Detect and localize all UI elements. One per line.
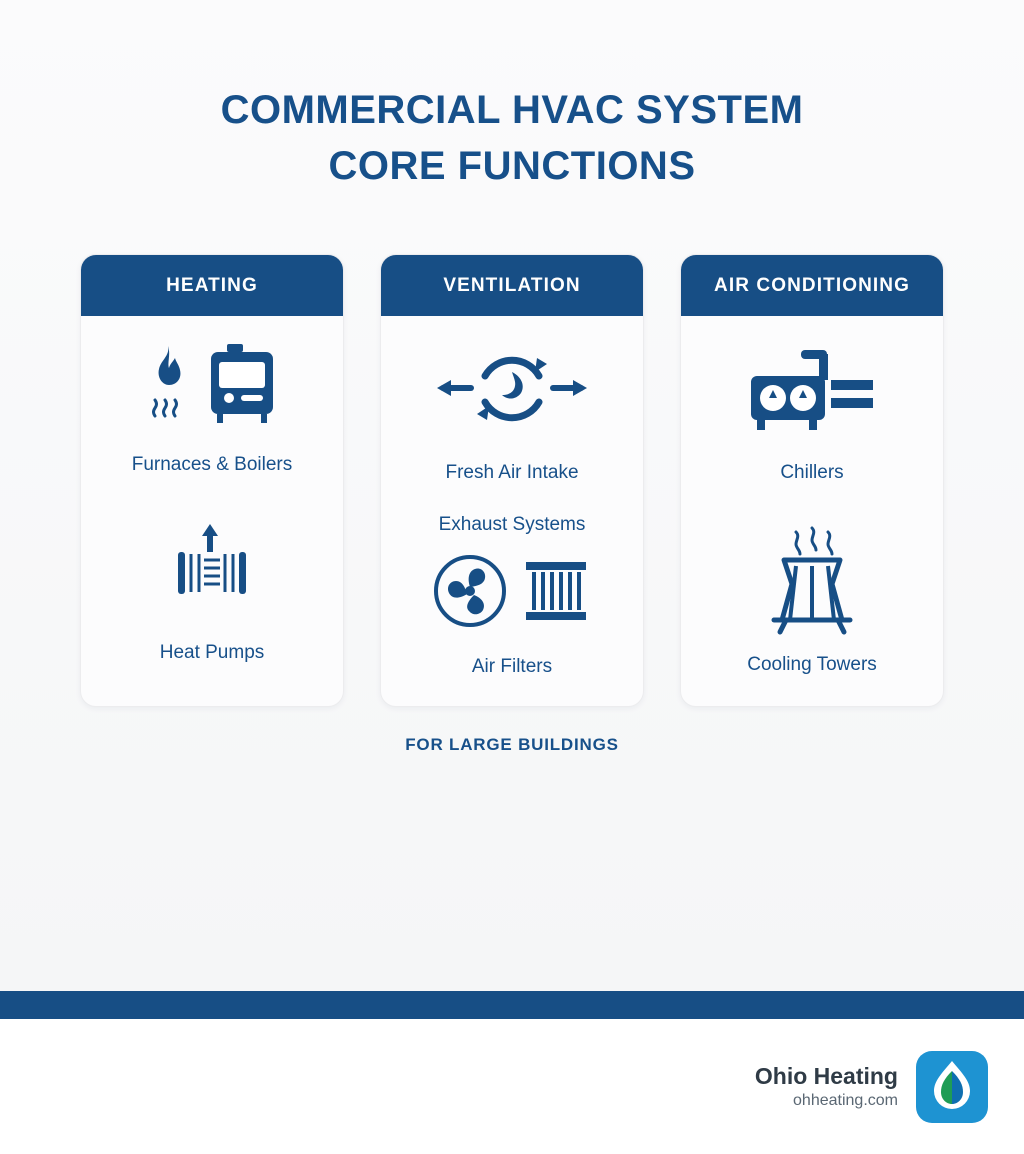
chiller-icon [747,342,877,434]
category-header-air-conditioning: AIR CONDITIONING [681,255,943,316]
item-label-air-filters: Air Filters [471,656,553,677]
category-card-heating [80,254,344,707]
category-columns [0,254,1024,707]
filter-icon [521,554,591,628]
fan-icon [433,554,507,628]
category-header-ventilation: VENTILATION [381,255,643,316]
title-line-1: COMMERCIAL HVAC SYSTEM [220,88,804,132]
footnote: FOR LARGE BUILDINGS [405,735,619,754]
brand-logo [916,1051,988,1123]
water-leaf-drop-icon [926,1059,978,1115]
title-block [0,0,1024,194]
item-label-cooling-towers: Cooling Towers [747,654,877,675]
flame-icon [145,342,191,426]
brand-text [755,1062,898,1112]
icon-row-fresh-air-intake [427,342,597,434]
brand-name: Ohio Heating [754,1062,898,1089]
boiler-icon [205,342,279,426]
title-line-2: CORE FUNCTIONS [328,144,696,188]
icon-row-chillers [747,342,877,434]
category-body-air-conditioning [681,316,943,706]
category-card-air-conditioning [680,254,944,707]
icon-row-heat-pumps [164,518,260,614]
item-label-exhaust-systems: Exhaust Systems [438,514,586,535]
item-label-fresh-air-intake: Fresh Air Intake [445,462,579,483]
icon-row-air-filters [433,554,591,628]
category-header-heating: HEATING [81,255,343,316]
icon-row-cooling-towers [760,526,864,636]
page-title [0,82,1024,194]
footer [0,1019,1024,1154]
category-body-heating [81,316,343,706]
cooling-tower-icon [760,526,864,636]
air-circulation-icon [427,342,597,434]
item-label-furnaces-boilers: Furnaces & Boilers [131,454,293,475]
accent-bar [0,991,1024,1019]
heat-pump-icon [164,518,260,614]
item-label-chillers: Chillers [780,462,844,483]
category-card-ventilation [380,254,644,707]
brand-url[interactable]: ohheating.com [793,1091,898,1109]
icon-row-furnaces-boilers [145,342,279,426]
item-label-heat-pumps: Heat Pumps [159,642,265,663]
category-body-ventilation [381,316,643,706]
